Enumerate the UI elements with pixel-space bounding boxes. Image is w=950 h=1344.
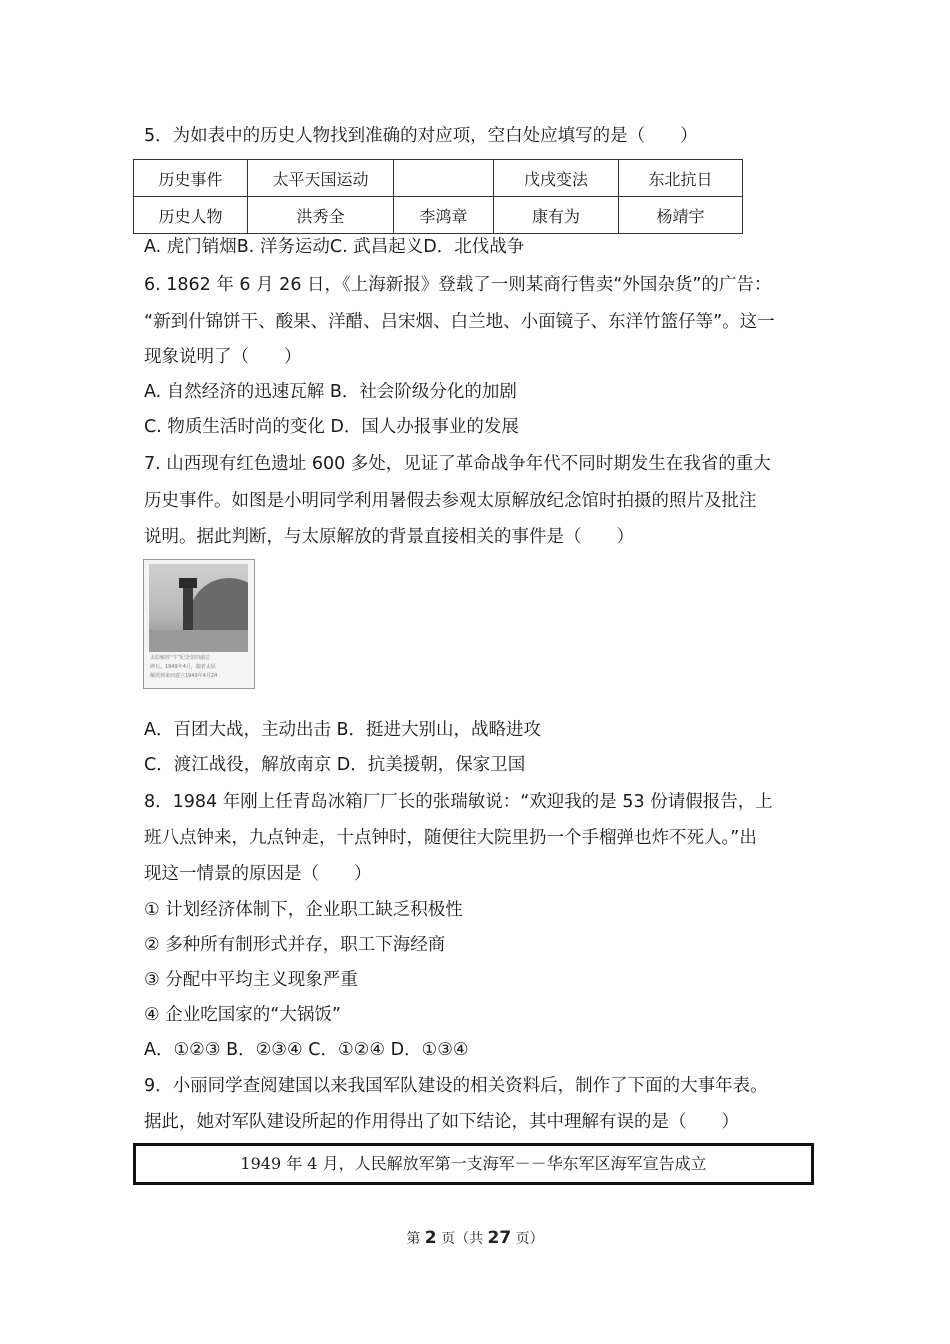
table-cell: 戊戌变法 xyxy=(494,160,619,197)
table-cell: 历史事件 xyxy=(134,160,248,197)
table-cell xyxy=(394,160,494,197)
q7-stem-line: 7. 山西现有红色遗址 600 多处，见证了革命战争年代不同时期发生在我省的重大 xyxy=(144,454,771,474)
table-cell: 康有为 xyxy=(494,197,619,234)
timeline-row: 1949 年 4 月，人民解放军第一支海军－－华东军区海军宣告成立 xyxy=(240,1154,707,1173)
page-footer xyxy=(0,1228,950,1248)
q6-options-cd: C. 物质生活时尚的变化 D．国人办报事业的发展 xyxy=(144,417,519,437)
footer-middle: 页（共 xyxy=(436,1231,488,1247)
q7-stem-line: 历史事件。如图是小明同学利用暑假去参观太原解放纪念馆时拍摄的照片及批注 xyxy=(144,491,757,511)
q8-stem-line: 现这一情景的原因是（ ） xyxy=(144,864,372,884)
q5-table xyxy=(133,159,743,234)
photo-monument-top-shape xyxy=(179,578,197,588)
q8-item: ③ 分配中平均主义现象严重 xyxy=(144,970,358,990)
q6-stem-line: “新到什锦饼干、酸果、洋醋、吕宋烟、白兰地、小面镜子、东洋竹篮仔等”。这一 xyxy=(144,312,775,332)
q6-options-ab: A. 自然经济的迅速瓦解 B．社会阶级分化的加剧 xyxy=(144,382,517,402)
q8-item: ④ 企业吃国家的“大锅饭” xyxy=(144,1005,341,1025)
table-cell: 东北抗日 xyxy=(619,160,743,197)
table-cell: 太平天国运动 xyxy=(248,160,394,197)
table-row xyxy=(134,160,743,197)
q8-stem-line: 班八点钟来，九点钟走，十点钟时，随便往大院里扔一个手榴弹也炸不死人。”出 xyxy=(144,828,757,848)
q9-stem-line: 据此，她对军队建设所起的作用得出了如下结论，其中理解有误的是（ ） xyxy=(144,1112,739,1132)
photo-image xyxy=(149,564,248,652)
q9-timeline-table xyxy=(133,1143,814,1185)
table-cell: 李鸿章 xyxy=(394,197,494,234)
page-number: 2 xyxy=(424,1228,437,1248)
photo-monument-shape xyxy=(183,584,193,636)
table-row xyxy=(134,197,743,234)
photo-caption-line: 碑石。1949年4月，随着太原 xyxy=(150,664,216,670)
q5-options: A. 虎门销烟B. 洋务运动C. 武昌起义D．北伐战争 xyxy=(144,237,525,257)
table-cell: 杨靖宇 xyxy=(619,197,743,234)
q6-stem-line: 6. 1862 年 6 月 26 日，《上海新报》登载了一则某商行售卖“外国杂货”的广告： xyxy=(144,275,772,295)
table-cell: 洪秀全 xyxy=(248,197,394,234)
q8-stem-line: 8．1984 年刚上任青岛冰箱厂厂长的张瑞敏说：“欢迎我的是 53 份请假报告，上 xyxy=(144,792,773,812)
photo-caption-line: 解放到来而建立1949年4月24 xyxy=(150,673,218,679)
q8-item: ② 多种所有制形式并存，职工下海经商 xyxy=(144,935,446,955)
photo-caption-line: 太原解放“牛”纪念馆的副总 xyxy=(150,655,211,661)
q7-options-cd: C．渡江战役，解放南京 D．抗美援朝，保家卫国 xyxy=(144,755,526,775)
page-total: 27 xyxy=(487,1228,512,1248)
q8-options: A．①②③ B．②③④ C．①②④ D．①③④ xyxy=(144,1040,469,1060)
q6-stem-line: 现象说明了（ ） xyxy=(144,347,302,367)
q9-stem-line: 9．小丽同学查阅建国以来我国军队建设的相关资料后，制作了下面的大事年表。 xyxy=(144,1076,768,1096)
photo-ground-shape xyxy=(149,630,248,652)
photo-caption xyxy=(150,654,247,684)
footer-suffix: 页） xyxy=(511,1231,544,1247)
table-cell: 历史人物 xyxy=(134,197,248,234)
q5-stem: 5．为如表中的历史人物找到准确的对应项，空白处应填写的是（ ） xyxy=(144,126,698,146)
memorial-photo xyxy=(143,559,255,689)
q7-stem-line: 说明。据此判断，与太原解放的背景直接相关的事件是（ ） xyxy=(144,527,634,547)
q8-item: ① 计划经济体制下，企业职工缺乏积极性 xyxy=(144,900,463,920)
footer-prefix: 第 xyxy=(406,1231,425,1247)
q7-options-ab: A．百团大战，主动出击 B．挺进大别山，战略进攻 xyxy=(144,720,542,740)
